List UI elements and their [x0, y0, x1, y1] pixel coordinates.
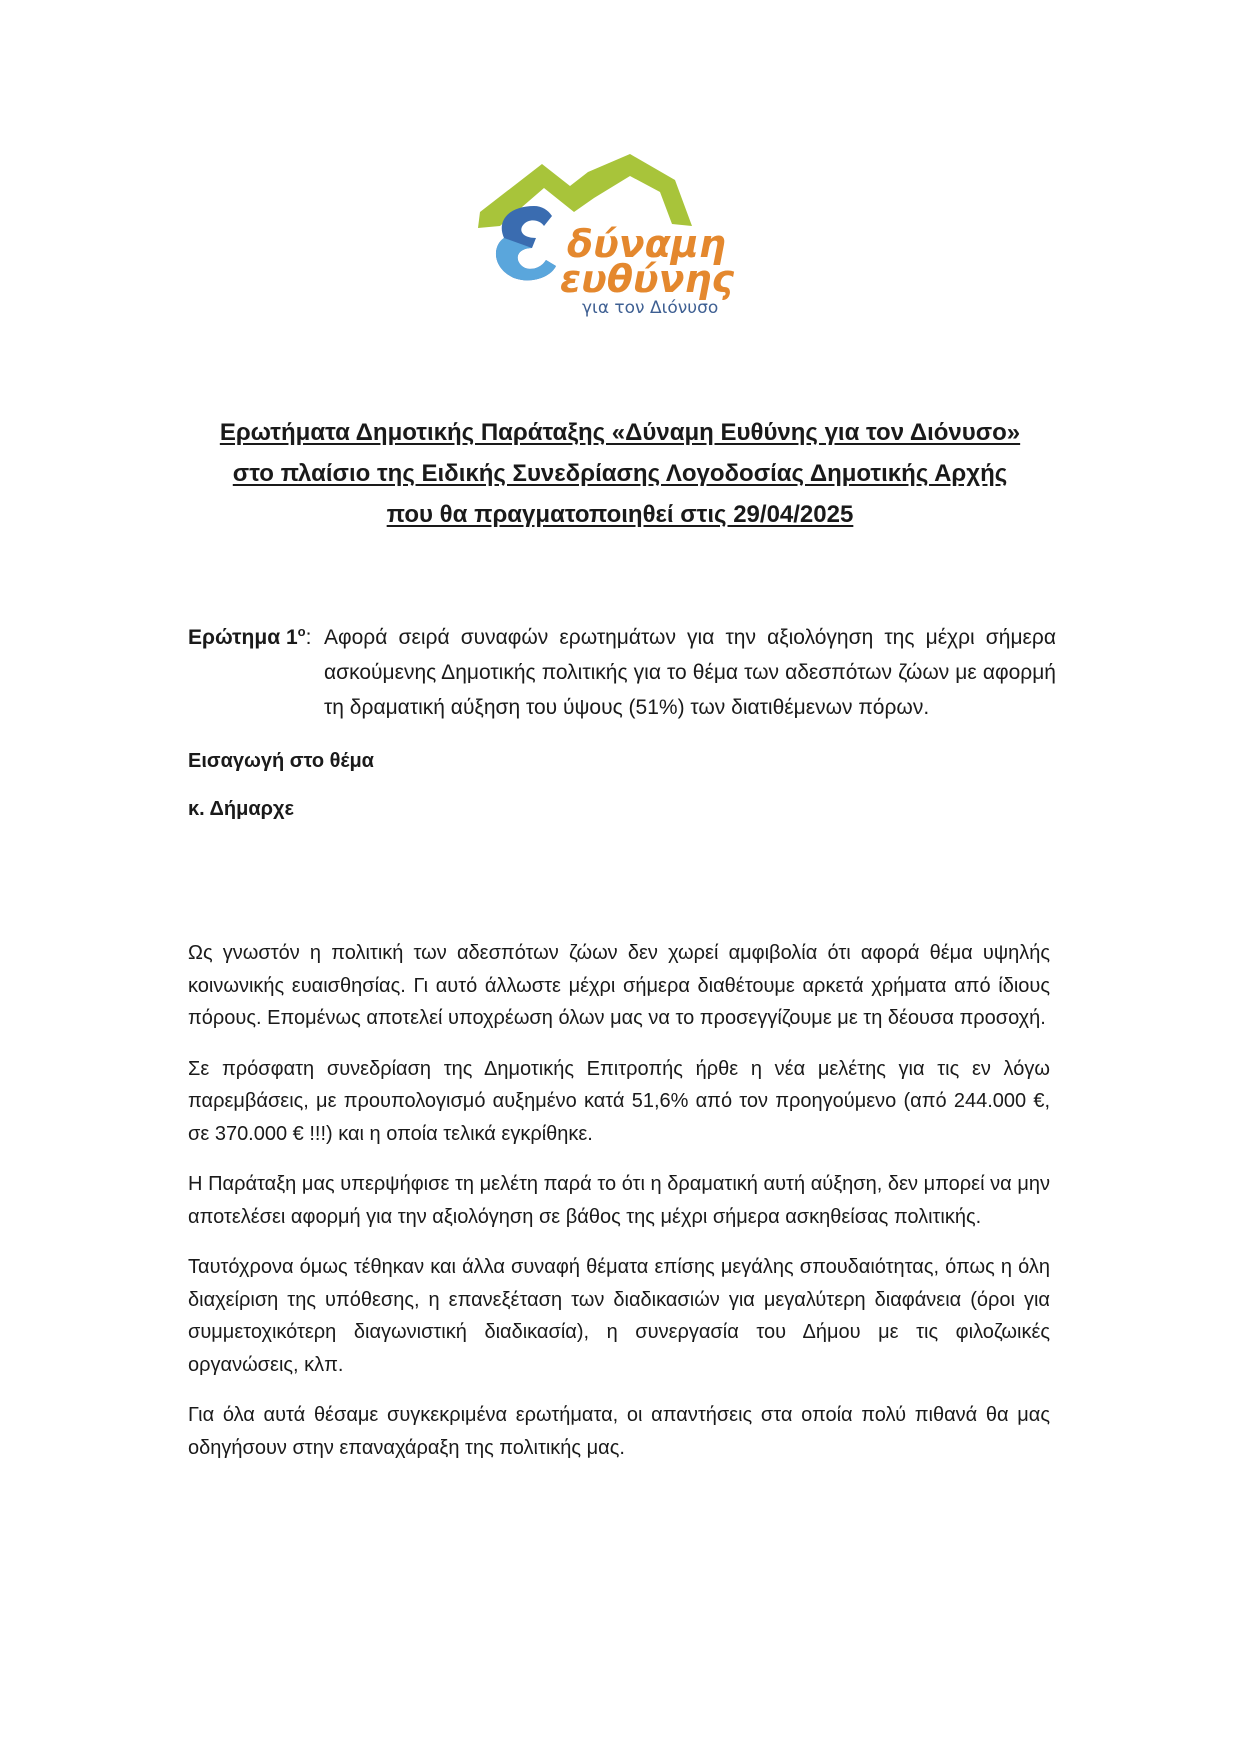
logo-word-dynami: δύναμη [567, 222, 726, 266]
title-line-2: στο πλαίσιο της Ειδικής Συνεδρίασης Λογοδοσίας Δημοτικής Αρχής [232, 460, 1008, 487]
party-logo [470, 150, 770, 325]
logo-word-efthynis: ευθύνης [560, 257, 735, 301]
salutation: κ. Δήμαρχε [188, 798, 295, 820]
question-label [188, 620, 311, 655]
paragraph: Η Παράταξη μας υπερψήφισε τη μελέτη παρά το ότι η δραματική αυτή αύξηση, δεν μπορεί να μην αποτελέσει αφορμή για την αξιολόγηση σε βάθος της μέχρι σήμερα ασκηθείσας πολιτικής. [188, 1173, 1050, 1228]
logo-tagline: για τον Διόνυσο [582, 298, 719, 318]
paragraph: Σε πρόσφατη συνεδρίαση της Δημοτικής Επιτροπής ήρθε η νέα μελέτης για τις εν λόγω παρεμβάσεις, με προυπολογισμό αυξημένο κατά 51,6% από τον προηγούμενο (από 244.000 €, σε 370.000 € !!!) και η οποία τελικά εγκρίθηκε. [188, 1057, 1050, 1145]
paragraph: Ταυτόχρονα όμως τέθηκαν και άλλα συναφή θέματα επίσης μεγάλης σπουδαιότητας, όπως η όλη διαχείριση της υπόθεσης, η επανεξέταση των διαδικασιών για μεγαλύτερη διαφάνεια (όροι για συμμετοχικότερη διαγωνιστική διαδικασία), η συνεργασία του Δήμου με τις φιλοζωικές οργανώσεις, κλπ. [188, 1256, 1050, 1376]
question-colon: : [305, 626, 312, 649]
paragraph: Για όλα αυτά θέσαμε συγκεκριμένα ερωτήματα, οι απαντήσεις στα οποία πολύ πιθανά θα μας οδηγήσουν στην επαναχάραξη της πολιτικής μας. [188, 1404, 1050, 1459]
title-line-3: που θα πραγματοποιηθεί στις 29/04/2025 [386, 501, 854, 528]
paragraph: Ως γνωστόν η πολιτική των αδεσπότων ζώων δεν χωρεί αμφιβολία ότι αφορά θέμα υψηλής κοινωνικής ευαισθησίας. Γι αυτό άλλωστε μέχρι σήμερα διαθέτουμε αρκετά χρήματα από ίδιους πόρους. Επομένως αποτελεί υποχρέωση όλων μας να το προσεγγίζουμε με τη δέουσα προσοχή. [188, 942, 1050, 1029]
question-label-sup: ο [297, 624, 306, 639]
question-label-text: Ερώτημα 1 [188, 626, 298, 649]
question-block [188, 620, 1056, 725]
body-text [188, 937, 1050, 1482]
question-text: Αφορά σειρά συναφών ερωτημάτων για την αξιολόγηση της μέχρι σήμερα ασκούμενης Δημοτικής πολιτικής για το θέμα των αδεσπότων ζώων με αφορμή τη δραματική αύξηση του ύψους (51%) των διατιθέμενων πόρων. [324, 626, 1056, 719]
document-title [140, 412, 1100, 535]
title-line-1: Ερωτήματα Δημοτικής Παράταξης «Δύναμη Ευθύνης για τον Διόνυσο» [219, 419, 1021, 446]
section-heading: Εισαγωγή στο θέμα [188, 750, 374, 772]
